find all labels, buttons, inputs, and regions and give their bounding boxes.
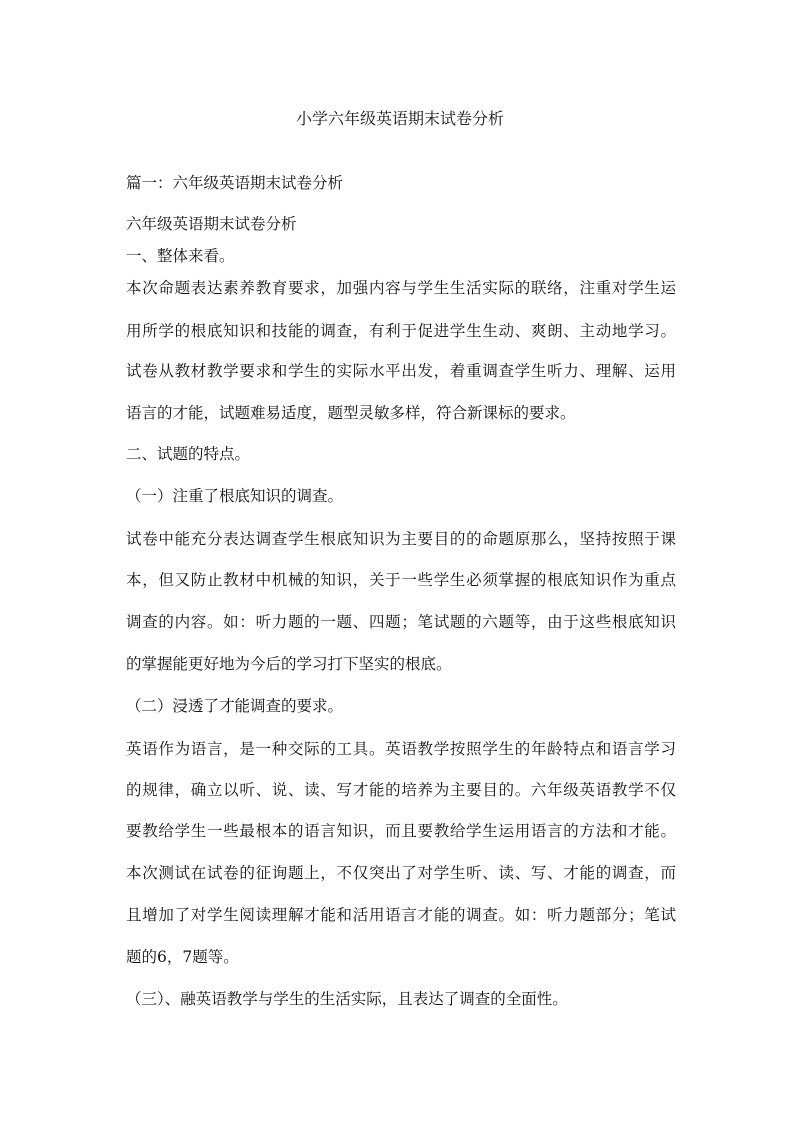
- paragraph-line: 题的6，7题等。: [126, 948, 239, 966]
- paragraph-line: 试卷从教材教学要求和学生的实际水平出发，着重调查学生听力、理解、运用: [126, 362, 676, 380]
- subsection-heading-one: （一）注重了根底知识的调查。: [126, 487, 344, 505]
- paragraph-line: 调查的内容。如：听力题的一题、四题；笔试题的六题等，由于这些根底知识: [126, 613, 676, 631]
- paragraph-line: 英语作为语言，是一种交际的工具。英语教学按照学生的年龄特点和语言学习: [126, 740, 676, 758]
- paragraph-line: 的掌握能更好地为今后的学习打下坚实的根底。: [126, 655, 452, 673]
- paragraph-line: 语言的才能，试题难易适度，题型灵敏多样，符合新课标的要求。: [126, 404, 576, 422]
- paragraph-line: 且增加了对学生阅读理解才能和活用语言才能的调查。如：听力题部分；笔试: [126, 906, 676, 924]
- subtitle: 六年级英语期末试卷分析: [126, 215, 297, 233]
- paragraph-line: 的规律，确立以听、说、读、写才能的培养为主要目的。六年级英语教学不仅: [126, 781, 676, 799]
- document-title: 小学六年级英语期末试卷分析: [295, 109, 504, 128]
- paragraph-line: 要教给学生一些最根本的语言知识，而且要教给学生运用语言的方法和才能。: [126, 822, 676, 840]
- paragraph-line: 用所学的根底知识和技能的调查，有利于促进学生生动、爽朗、主动地学习。: [126, 322, 676, 340]
- section-heading-features: 二、试题的特点。: [126, 445, 251, 463]
- section-heading-part-one: 篇一：六年级英语期末试卷分析: [126, 174, 344, 192]
- subsection-heading-two: （二）浸透了才能调查的要求。: [126, 697, 344, 715]
- paragraph-line: 本次测试在试卷的征询题上，不仅突出了对学生听、读、写、才能的调查，而: [126, 864, 676, 882]
- paragraph-line: 本，但又防止教材中机械的知识，关于一些学生必须掌握的根底知识作为重点: [126, 571, 676, 589]
- section-heading-overall: 一、整体来看。: [126, 247, 235, 265]
- subsection-heading-three: （三）、融英语教学与学生的生活实际，且表达了调查的全面性。: [126, 990, 568, 1008]
- paragraph-line: 试卷中能充分表达调查学生根底知识为主要目的的命题原那么，坚持按照于课: [126, 530, 676, 548]
- paragraph-line: 本次命题表达素养教育要求，加强内容与学生生活实际的联络，注重对学生运: [126, 279, 676, 297]
